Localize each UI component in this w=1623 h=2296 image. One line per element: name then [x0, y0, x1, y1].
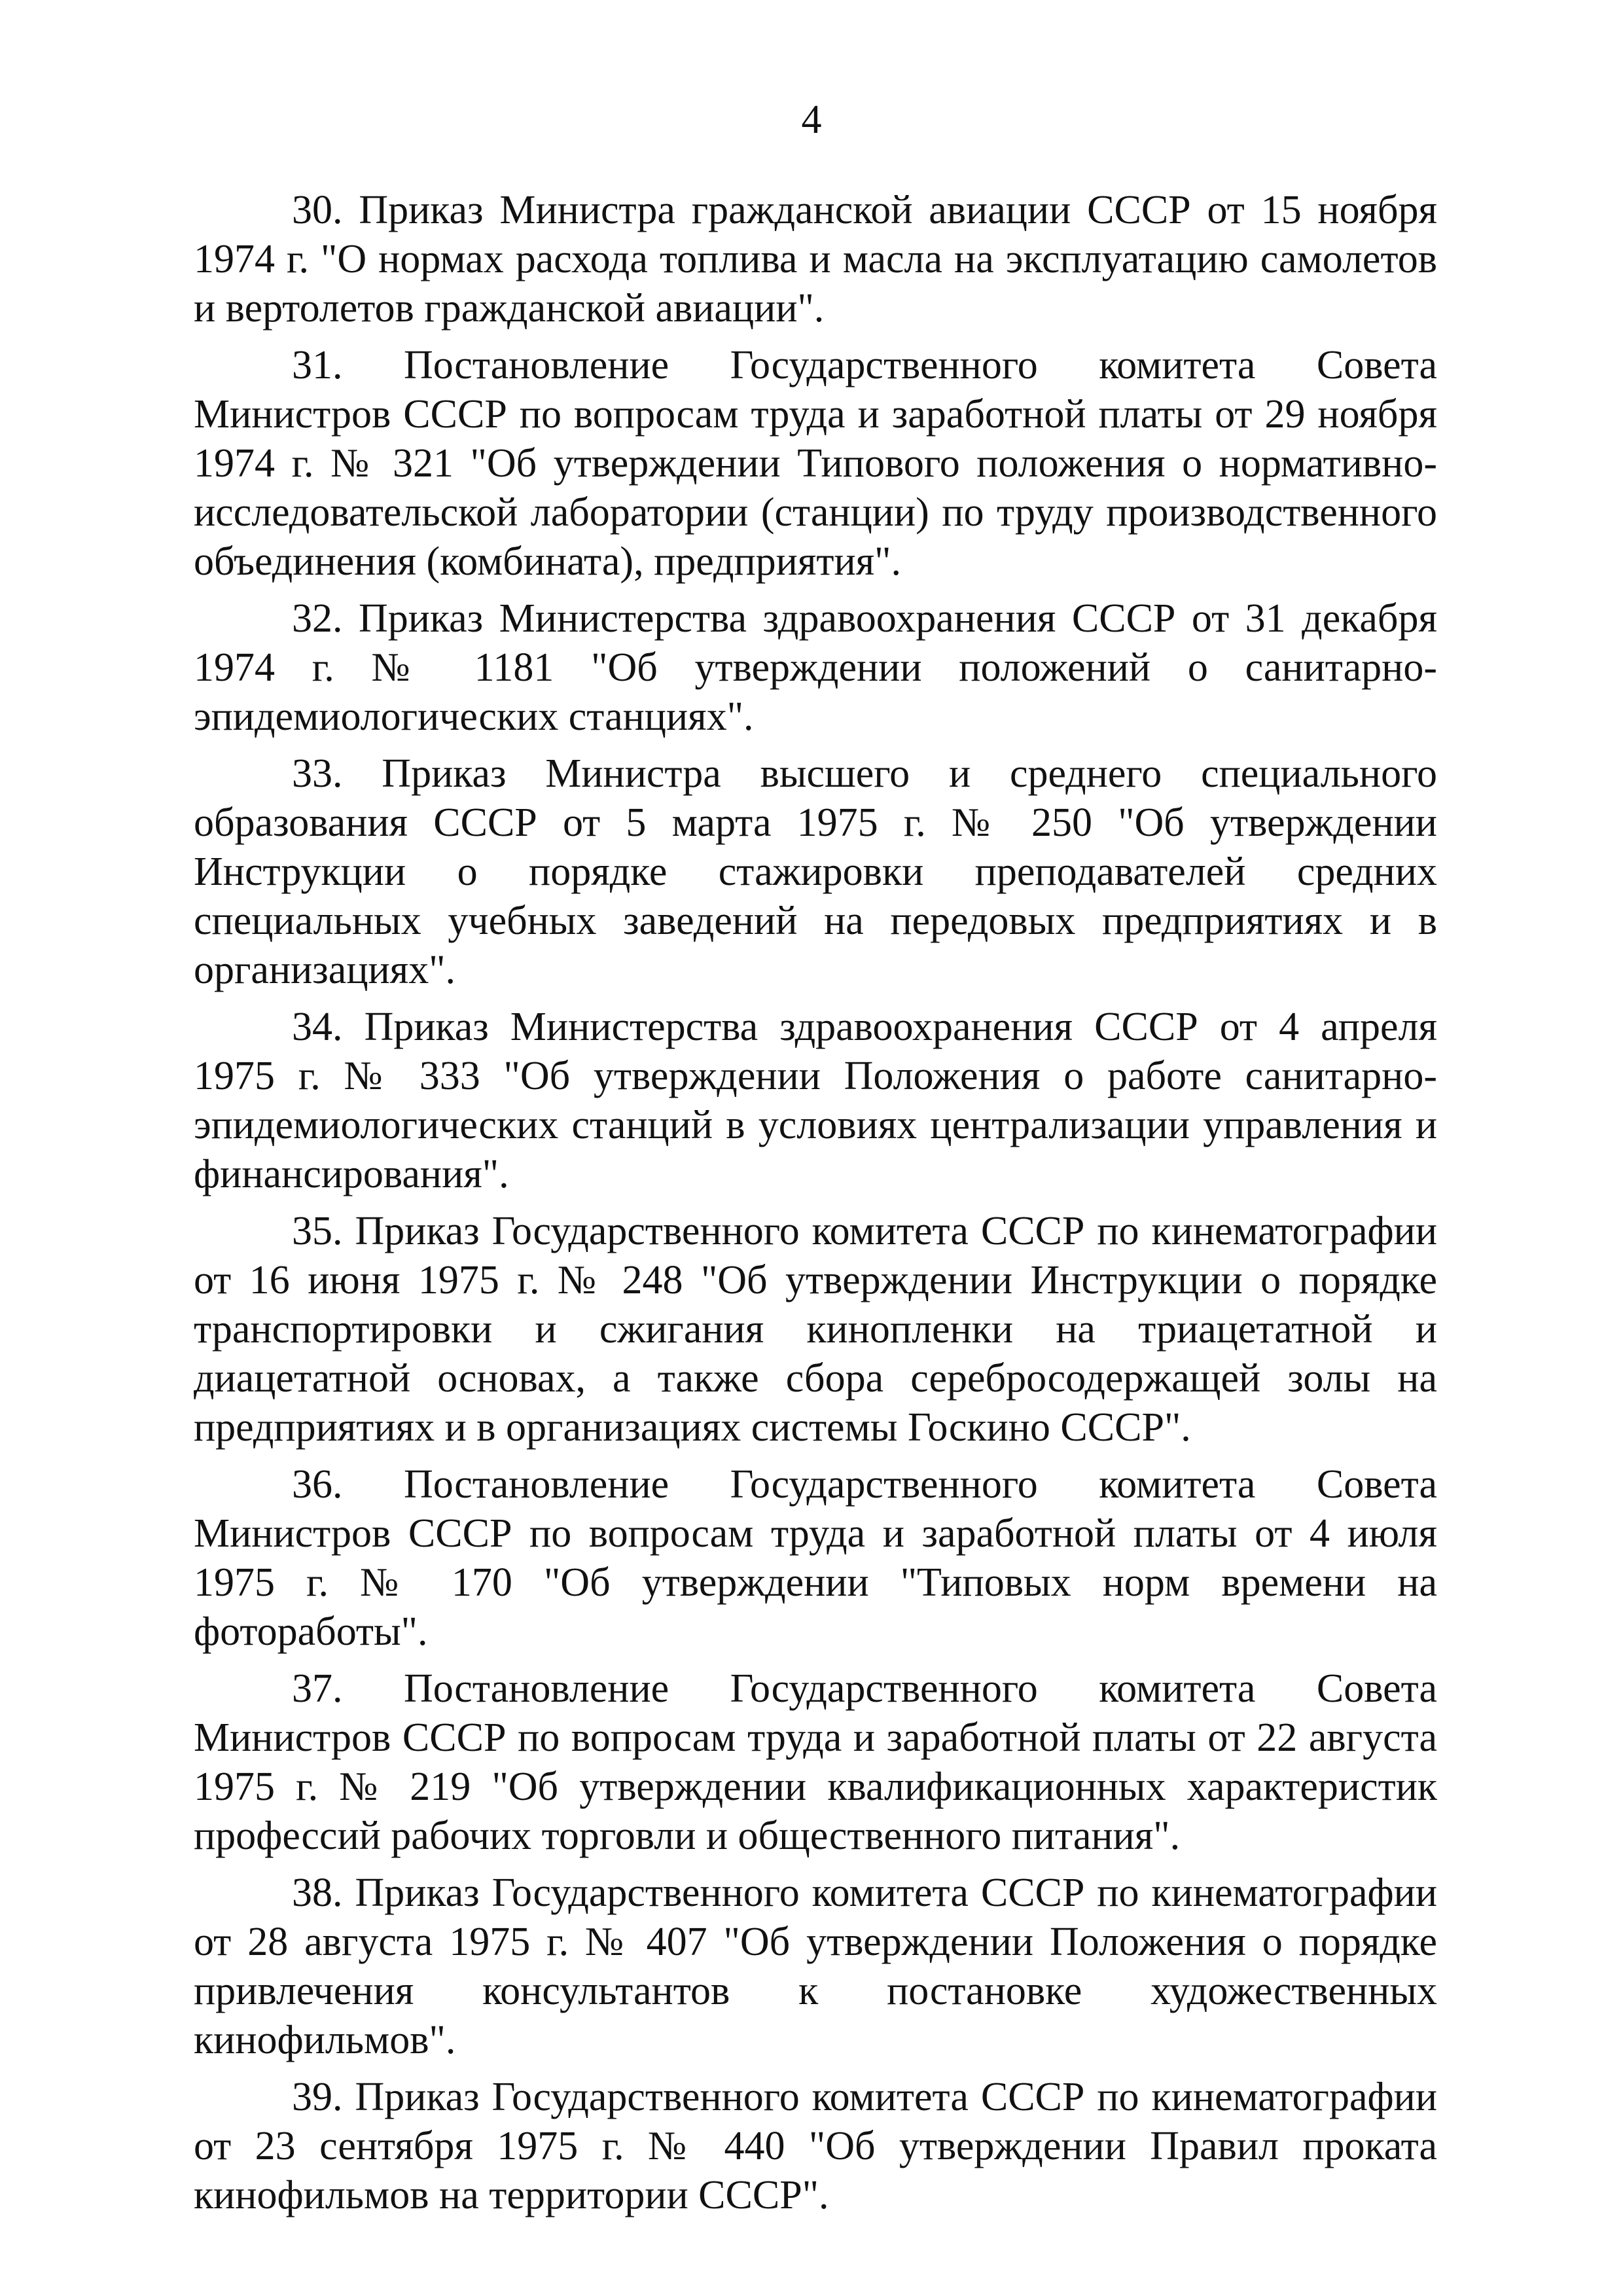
- item-number: 39.: [292, 2075, 343, 2119]
- item-text: Постановление Государственного комитета Совета Министров СССР по вопросам труда и заработной платы от 22 августа 1975 г. № 219 "Об утверждении квалификационных характеристик профессий рабочих торговли и общественного питания".: [194, 1666, 1438, 1858]
- list-item: [194, 1003, 1437, 1199]
- item-number: 31.: [292, 343, 343, 387]
- document-list: [194, 186, 1437, 2228]
- item-text: Приказ Государственного комитета СССР по кинематографии от 23 сентября 1975 г. № 440 "Об утверждении Правил проката кинофильмов на территории СССР".: [194, 2075, 1437, 2217]
- page-number: 4: [801, 98, 822, 142]
- item-text: Приказ Государственного комитета СССР по кинематографии от 16 июня 1975 г. № 248 "Об утверждении Инструкции о порядке транспортировки и сжигания кинопленки на триацетатной и диацетатной основах, а также сбора серебросодержащей золы на предприятиях и в организациях системы Госкино СССР".: [194, 1209, 1437, 1450]
- item-number: 32.: [292, 596, 343, 641]
- item-number: 37.: [292, 1666, 343, 1711]
- item-number: 34.: [292, 1005, 343, 1049]
- item-text: Приказ Министерства здравоохранения СССР от 4 апреля 1975 г. № 333 "Об утверждении Положения о работе санитарно-эпидемиологических станций в условиях централизации управления и финансирования".: [194, 1005, 1438, 1196]
- item-text: Приказ Министра высшего и среднего специального образования СССР от 5 марта 1975 г. № 250 "Об утверждении Инструкции о порядке стажировки преподавателей средних специальных учебных заведений на передовых предприятиях и в организациях".: [194, 751, 1438, 992]
- item-text: Постановление Государственного комитета Совета Министров СССР по вопросам труда и заработной платы от 29 ноября 1974 г. № 321 "Об утверждении Типового положения о нормативно-исследовательской лаборатории (станции) по труду производственного объединения (комбината), предприятия".: [194, 343, 1438, 584]
- list-item: [194, 1207, 1437, 1452]
- item-number: 30.: [292, 188, 343, 232]
- item-text: Приказ Министра гражданской авиации СССР от 15 ноября 1974 г. "О нормах расхода топлива и масла на эксплуатацию самолетов и вертолетов гражданской авиации".: [194, 188, 1437, 331]
- list-item: [194, 1664, 1437, 1861]
- item-number: 38.: [292, 1871, 343, 1915]
- item-number: 33.: [292, 751, 343, 796]
- item-number: 36.: [292, 1462, 343, 1507]
- item-text: Приказ Министерства здравоохранения СССР от 31 декабря 1974 г. № 1181 "Об утверждении положений о санитарно-эпидемиологических станциях".: [194, 596, 1437, 739]
- list-item: [194, 1460, 1437, 1657]
- item-text: Постановление Государственного комитета Совета Министров СССР по вопросам труда и заработной платы от 4 июля 1975 г. № 170 "Об утверждении "Типовых норм времени на фотоработы".: [194, 1462, 1438, 1654]
- list-item: [194, 186, 1437, 333]
- list-item: [194, 749, 1437, 995]
- list-item: [194, 594, 1437, 742]
- list-item: [194, 2073, 1437, 2220]
- list-item: [194, 1869, 1437, 2065]
- item-number: 35.: [292, 1209, 343, 1253]
- list-item: [194, 341, 1437, 586]
- item-text: Приказ Государственного комитета СССР по кинематографии от 28 августа 1975 г. № 407 "Об утверждении Положения о порядке привлечения консультантов к постановке художественных кинофильмов".: [194, 1871, 1437, 2062]
